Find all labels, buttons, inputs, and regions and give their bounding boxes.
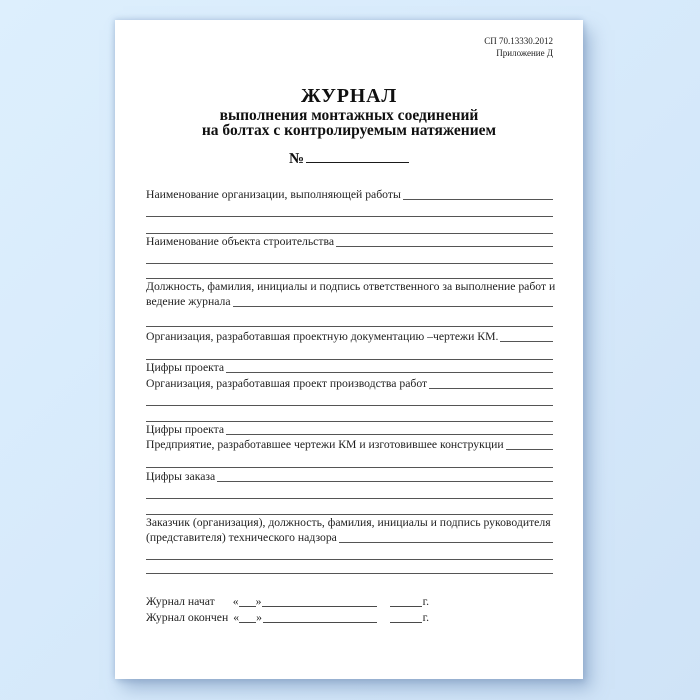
appendix-label: Приложение Д <box>496 47 553 58</box>
field-construction-object-label: Наименование объекта строительства <box>146 235 335 248</box>
field-customer-text-2: (представителя) технического надзора <box>146 531 337 544</box>
footer-journal-started <box>146 594 429 610</box>
field-order-numbers <box>146 469 553 484</box>
year-suffix: г. <box>422 611 429 624</box>
journal-number-row <box>115 149 583 167</box>
blank-fill-line <box>429 386 553 389</box>
ruled-line <box>146 249 553 264</box>
ruled-line <box>146 406 553 422</box>
ruled-line <box>146 309 553 327</box>
field-project-numbers-a-label: Цифры проекта <box>146 361 225 374</box>
ruled-line <box>146 202 553 217</box>
journal-subtitle-1: выполнения монтажных соединений <box>219 107 479 124</box>
field-project-numbers-a <box>146 360 553 375</box>
field-order-numbers-label: Цифры заказа <box>146 470 216 483</box>
blank-fill-line <box>336 244 553 247</box>
date-blank-line <box>263 620 377 623</box>
field-design-org <box>146 329 553 344</box>
field-contractor-label: Наименование организации, выполняющей работы <box>146 188 401 201</box>
ruled-line <box>146 344 553 360</box>
ruled-line <box>146 499 553 515</box>
ruled-line <box>146 484 553 499</box>
number-sign: № <box>288 151 305 167</box>
field-responsible-text-2: ведение журнала <box>146 295 231 308</box>
ruled-line <box>146 545 553 560</box>
field-contractor <box>146 187 553 202</box>
blank-fill-line <box>403 197 553 200</box>
footer-journal-finished <box>146 610 429 626</box>
field-customer-text-1: Заказчик (организация), должность, фамилия, инициалы и подпись руководителя <box>146 516 551 529</box>
ruled-line <box>146 560 553 574</box>
ruled-line <box>146 452 553 468</box>
field-manufacturer-label: Предприятие, разработавшее чертежи КМ и изготовившее конструкции <box>146 438 504 451</box>
blank-fill-line <box>226 370 553 373</box>
date-blank-line <box>262 604 376 607</box>
blank-fill-line <box>217 479 553 482</box>
field-customer <box>146 515 553 545</box>
journal-title: ЖУРНАЛ <box>300 85 398 107</box>
year-blank-line <box>390 620 422 623</box>
reference-block <box>484 36 553 59</box>
field-responsible-person <box>146 279 556 309</box>
blank-fill-line <box>226 432 553 435</box>
form-body <box>115 187 583 626</box>
year-blank-line <box>390 604 422 607</box>
standard-code-label: СП 70.13330.2012 <box>484 36 553 46</box>
open-quote: « <box>233 611 240 624</box>
close-quote: » <box>255 595 262 608</box>
field-responsible-text-1: Должность, фамилия, инициалы и подпись ответственного за выполнение работ и <box>146 280 556 293</box>
day-blank-line <box>239 604 256 607</box>
blank-fill-line <box>233 304 553 307</box>
year-suffix: г. <box>422 595 429 608</box>
ruled-line <box>146 391 553 406</box>
journal-subtitle-2: на болтах с контролируемым натяжением <box>201 122 497 139</box>
paper-sheet <box>115 20 583 679</box>
open-quote: « <box>232 595 239 608</box>
blank-fill-line <box>339 540 553 543</box>
journal-started-label: Журнал начат <box>146 595 215 608</box>
journal-finished-label: Журнал окончен <box>146 611 229 624</box>
field-customer-row-2 <box>146 530 553 545</box>
field-design-org-label: Организация, разработавшая проектную документацию –чертежи КМ. <box>146 330 499 343</box>
blank-fill-line <box>506 447 553 450</box>
ruled-line <box>146 217 553 234</box>
ruled-line <box>146 264 553 279</box>
footer-dates-block <box>146 594 553 626</box>
field-manufacturer <box>146 437 553 452</box>
field-construction-object <box>146 234 553 249</box>
day-blank-line <box>239 620 256 623</box>
field-work-plan-org <box>146 376 553 391</box>
field-responsible-row-2 <box>146 294 553 309</box>
field-work-plan-org-label: Организация, разработавшая проект производства работ <box>146 377 428 390</box>
field-project-numbers-b <box>146 422 553 437</box>
field-project-numbers-b-label: Цифры проекта <box>146 423 225 436</box>
number-blank-line <box>306 149 409 163</box>
blank-fill-line <box>500 339 553 342</box>
close-quote: » <box>256 611 262 624</box>
